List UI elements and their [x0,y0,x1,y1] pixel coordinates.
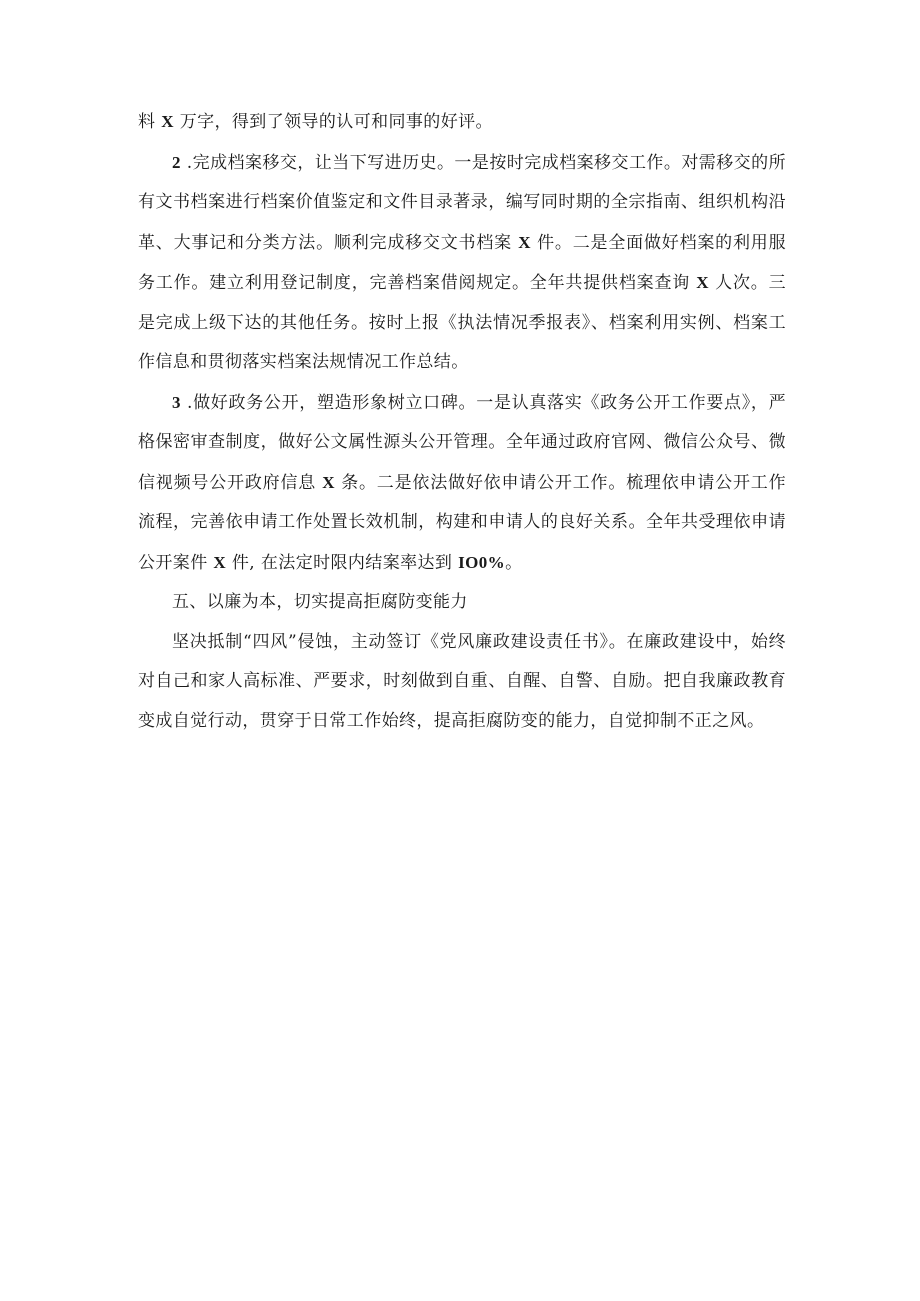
item-2-number: 2 [172,152,181,172]
item-2-text-part1: .完成档案移交，让当下写进历史。一是按时完成档案移交工作。对需移交的所有文书档案进行档案价值鉴定和文件目录著录，编写同时期的全宗指南、组织机构沿革、大事记和分类方法。顺利完成移交文书档案 [138,152,786,253]
item-3-text-part2: 条。二是依法做好依申请公开工作。梳理依申请公开工作流程，完善依申请工作处置长效机制，构建和申请人的良好关系。全年共受理依申请公开案件 [138,472,786,573]
item-3-text-part4: 。 [505,552,523,573]
item-2-value-1: X [518,232,531,252]
item-3-value-2: X [213,552,227,572]
section-5-heading: 五、以廉为本，切实提高拒腐防变能力 [172,592,468,612]
continuation-text-start: 料 [138,112,162,132]
section-5-body: 坚决抵制“四风”侵蚀，主动签订《党风廉政建设责任书》。在廉政建设中，始终对自己和家人高标准、严要求，时刻做到自重、自醒、自警、自励。把自我廉政教育变成自觉行动，贯穿于日常工作始终，提高拒腐防变的能力，自觉抑制不正之风。 [138,631,786,731]
placeholder-value: X [161,112,174,131]
item-2-text-part2: 件。二是全面做好档案的利用服务工作。建立利用登记制度，完善档案借阅规定。全年共提供档案查询 [138,232,787,293]
continuation-paragraph [138,102,786,143]
item-2-paragraph [138,143,786,383]
item-3-number: 3 [172,392,181,412]
item-3-paragraph [138,383,786,584]
continuation-text-end: 万字，得到了领导的认可和同事的好评。 [173,112,493,132]
item-2-value-2: X [696,273,709,292]
item-3-value-3: IO0% [458,552,506,572]
item-3-value-1: X [322,472,335,492]
document-body [138,102,786,741]
item-3-text-part3: 件, 在法定时限内结案率达到 [226,552,459,573]
item-2-text-part3: 人次。三是完成上级下达的其他任务。按时上报《执法情况季报表》、档案利用实例、档案工作信息和贯彻落实档案法规情况工作总结。 [138,273,787,372]
item-3-text-part1: .做好政务公开，塑造形象树立口碑。一是认真落实《政务公开工作要点》，严格保密审查制度，做好公文属性源头公开管理。全年通过政府官网、微信公众号、微信视频号公开政府信息 [138,392,786,493]
